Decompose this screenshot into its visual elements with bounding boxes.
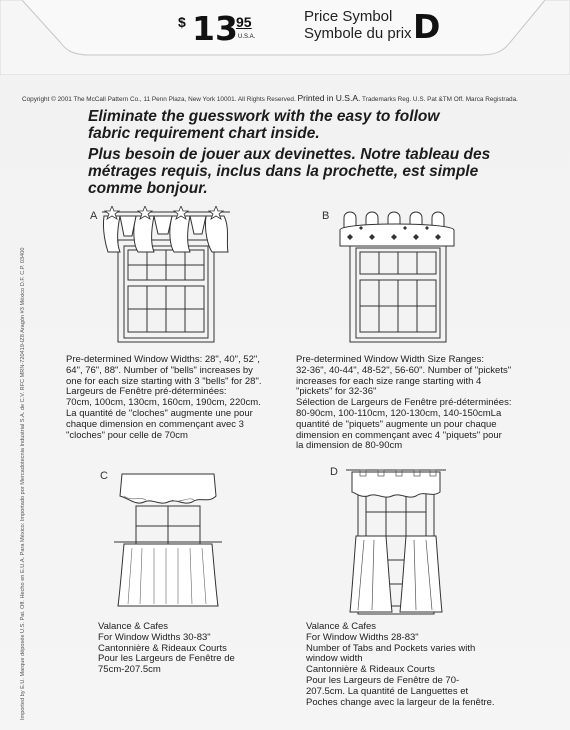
caption-line: For Window Widths 28-83" xyxy=(306,631,419,643)
view-c-illustration xyxy=(112,466,224,612)
view-c-caption xyxy=(98,622,235,676)
caption-line: 207.5cm. La quantité de Languettes et xyxy=(306,685,469,697)
caption-line: 70cm, 100cm, 130cm, 160cm, 190cm, 220cm. xyxy=(66,397,261,409)
copyright-notice: Copyright © 2001 The McCall Pattern Co., 11 Penn Plaza, New York 10001. All Rights Reserved. xyxy=(22,96,296,103)
caption-line: La quantité de "cloches" augmente une pour xyxy=(66,407,253,419)
caption-line: Largeurs de Fenêtre pré-déterminées: xyxy=(66,386,227,398)
caption-line: Pour les Largeurs de Fenêtre de xyxy=(98,653,235,665)
price-currency: $ xyxy=(178,14,186,30)
caption-line: dimension en commençant avec 4 "piquets" pour xyxy=(296,429,502,441)
view-c-letter: C xyxy=(100,470,108,482)
envelope-flap xyxy=(0,0,570,75)
printed-in: Printed in U.S.A. xyxy=(297,93,361,103)
caption-line: "cloches" pour celle de 70cm xyxy=(66,429,188,441)
copyright-line xyxy=(22,93,518,103)
view-a-caption xyxy=(66,355,261,441)
view-a-letter: A xyxy=(90,210,98,222)
caption-line: 32-36", 40-44", 48-52", 56-60". Number of "pickets" xyxy=(296,364,512,376)
price-symbol-label-en: Price Symbol xyxy=(304,8,393,25)
price-dollars: 13 xyxy=(192,9,238,48)
caption-line: chaque dimension en commençant avec 3 xyxy=(66,418,244,430)
flap-shape xyxy=(0,0,570,75)
price-symbol-letter: D xyxy=(413,7,441,46)
caption-line: 64", 76", 88". Number of "bells" increases by xyxy=(66,364,253,376)
trademark-notice: Trademarks Reg. U.S. Pat &TM Off. Marca Registrada. xyxy=(362,96,518,103)
caption-line: For Window Widths 30-83" xyxy=(98,631,211,643)
headline-fr-1: Plus besoin de jouer aux devinettes. Notre tableau des xyxy=(88,146,491,163)
caption-line: Pre-determined Window Widths: 28", 40", 52", xyxy=(66,354,260,365)
caption-line: 80-90cm, 100-110cm, 120-130cm, 140-150cmLa xyxy=(296,407,502,419)
import-notice-vertical: Imported by E.U. Marque déposée U.S. Pat. Off. Hecho en E.U.A. Para México: Importado por Mercadotecnia Industrial S.A. de C.V. RFC MRN-720419-IZ8 Aragón #3 México D.F. C.P. 03400 xyxy=(20,247,26,720)
price-country: U.S.A. xyxy=(238,34,256,40)
caption-line: "pickets" for 32-36" xyxy=(296,386,377,398)
caption-line: Cantonnière & Rideaux Courts xyxy=(306,664,435,676)
view-d-caption xyxy=(306,622,495,708)
caption-line: Valance & Cafes xyxy=(306,621,377,632)
headline-en-2: fabric requirement chart inside. xyxy=(88,125,320,142)
view-b-caption xyxy=(296,355,511,452)
view-d-letter: D xyxy=(330,466,338,478)
caption-line: Pour les Largeurs de Fenêtre de 70- xyxy=(306,674,460,686)
headline-fr-2: métrages requis, inclus dans la prochette, est simple xyxy=(88,163,479,180)
view-b-illustration xyxy=(336,206,460,348)
headline-fr-3: comme bonjour. xyxy=(88,180,208,197)
caption-line: la dimension de 80-90cm xyxy=(296,440,403,452)
view-d-illustration xyxy=(344,462,448,618)
caption-line: Sélection de Largeurs de Fenêtre pré-déterminées: xyxy=(296,397,512,409)
price-cents: 95 xyxy=(236,14,252,30)
caption-line: one for each size starting with 3 "bells" for 28". xyxy=(66,375,262,387)
caption-line: quantité de "piquets" augmente un pour chaque xyxy=(296,418,497,430)
caption-line: Number of Tabs and Pockets varies with xyxy=(306,642,476,654)
caption-line: Pre-determined Window Width Size Ranges: xyxy=(296,354,484,365)
view-a-illustration xyxy=(98,206,238,348)
headline-en-1: Eliminate the guesswork with the easy to follow xyxy=(88,108,440,125)
caption-line: Poches change avec la largeur de la fenêtre. xyxy=(306,696,495,708)
caption-line: window width xyxy=(306,653,363,665)
caption-line: 75cm-207.5cm xyxy=(98,664,161,676)
price-symbol-label-fr: Symbole du prix xyxy=(304,25,412,42)
caption-line: Valance & Cafes xyxy=(98,621,169,632)
view-b-letter: B xyxy=(322,210,330,222)
caption-line: increases for each size range starting with 4 xyxy=(296,375,482,387)
caption-line: Cantonnière & Rideaux Courts xyxy=(98,642,227,654)
